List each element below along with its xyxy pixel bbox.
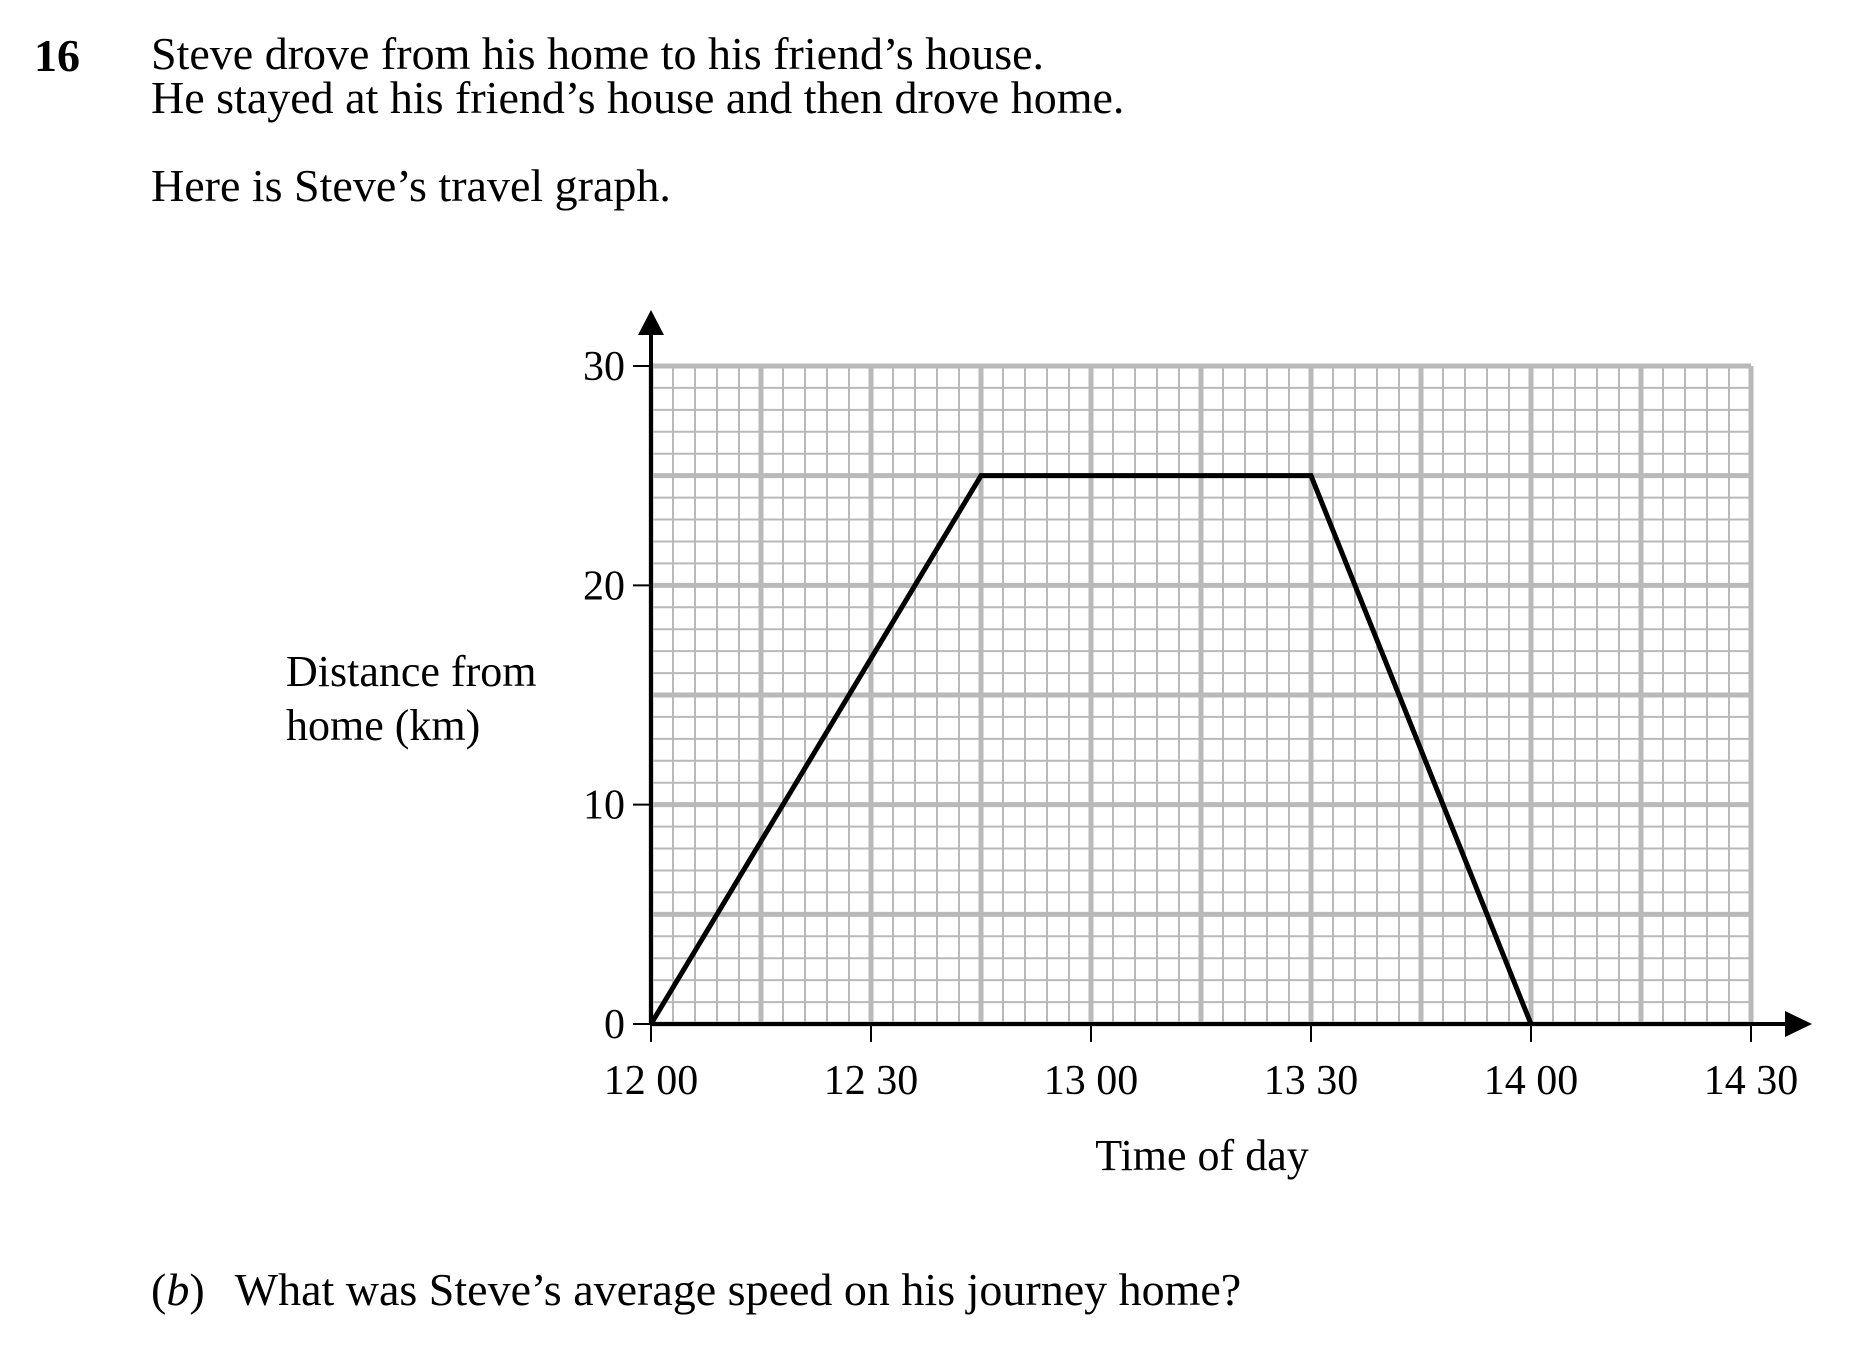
part-close-paren: ): [189, 1264, 205, 1315]
question-intro-line-2: He stayed at his friend’s house and then drove home.: [151, 72, 1125, 123]
y-tick-label: 0: [604, 1002, 625, 1048]
part-letter: b: [166, 1264, 190, 1315]
x-tick-label: 13 00: [1043, 1058, 1139, 1104]
grid-major-lines: [651, 366, 1751, 1024]
tick-marks: [633, 366, 1751, 1042]
y-tick-label: 10: [583, 782, 625, 829]
question-intro-line-1: Steve drove from his home to his friend’s house.: [151, 28, 1045, 79]
x-tick-label: 12 00: [603, 1058, 699, 1104]
x-axis-arrowhead: [1785, 1011, 1812, 1037]
tick-labels: [583, 344, 1798, 1104]
x-tick-label: 12 30: [823, 1058, 919, 1104]
x-axis-title: Time of day: [1095, 1131, 1309, 1180]
x-tick-label: 14 00: [1483, 1058, 1579, 1104]
part-b-text: What was Steve’s average speed on his journey home?: [234, 1264, 1242, 1315]
x-tick-label: 13 30: [1263, 1058, 1359, 1104]
x-tick-label: 14 30: [1703, 1058, 1799, 1104]
y-axis-title-line: home (km): [286, 701, 481, 750]
part-open-paren: (: [151, 1264, 167, 1315]
y-axis-title-line: Distance from: [286, 647, 537, 696]
y-axis-arrowhead: [638, 310, 664, 335]
y-tick-label: 30: [583, 344, 625, 390]
question-part-b: [151, 1262, 1241, 1318]
y-tick-label: 20: [583, 563, 625, 610]
question-number: 16: [34, 30, 80, 81]
question-intro-line-3: Here is Steve’s travel graph.: [151, 160, 671, 211]
